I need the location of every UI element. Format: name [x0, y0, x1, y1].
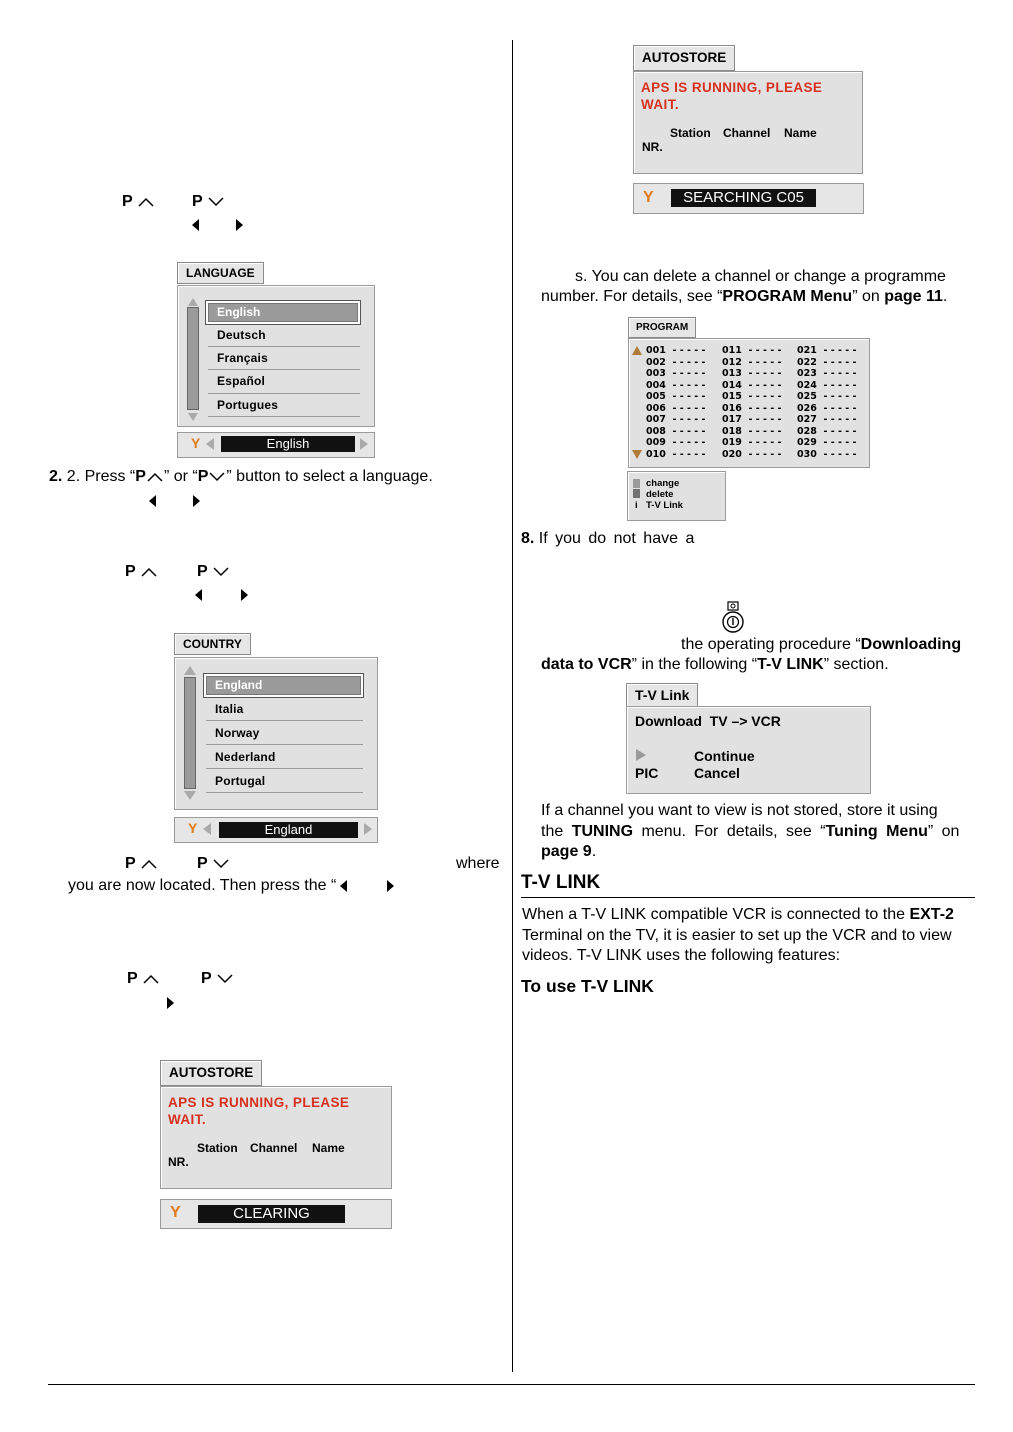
subsection-title: To use T-V LINK: [521, 976, 654, 996]
scroll-down-icon[interactable]: [184, 791, 196, 800]
chevron-down-icon: [208, 471, 226, 483]
language-item-selected[interactable]: English: [208, 303, 358, 322]
chevron-up-icon: [137, 196, 155, 208]
chevron-up-icon: [146, 471, 164, 483]
program-column-3: 021 - - - - - 022 - - - - - 023 - - - - - 024 - - - - - 025 - - - - - 026 - - - - - 027 - - - - - 028 - - - - - 029 - - - - - 030 - - - - -: [797, 345, 857, 460]
aps-message-line1: APS IS RUNNING, PLEASE: [641, 80, 823, 95]
p-down-glyph: P: [201, 970, 234, 988]
status-searching: SEARCHING C05: [671, 189, 816, 207]
wrench-icon: Y: [170, 1204, 181, 1221]
col-name: Name: [784, 126, 817, 140]
section-rule: [521, 897, 975, 898]
aps-message-line2: WAIT.: [168, 1112, 206, 1127]
divider: [206, 744, 363, 745]
program-menu-tab: PROGRAM: [628, 317, 696, 338]
chevron-down-icon: [216, 973, 234, 985]
right-arrow-icon: [193, 492, 200, 510]
section-title: T-V LINK: [521, 872, 601, 893]
wrench-icon: Y: [643, 189, 654, 206]
divider: [206, 768, 363, 769]
bar-left-arrow-icon[interactable]: [203, 823, 211, 835]
chevron-up-icon: [140, 566, 158, 578]
p-up-glyph: P: [125, 855, 158, 873]
language-menu-tab: LANGUAGE: [177, 262, 264, 284]
language-item[interactable]: Français: [217, 351, 268, 365]
scroll-up-icon[interactable]: [188, 298, 198, 306]
divider: [208, 393, 360, 394]
chevron-down-icon: [212, 566, 230, 578]
legend-i: i: [635, 500, 638, 511]
col-station: Station: [197, 1141, 238, 1155]
col-nr: NR.: [168, 1155, 189, 1169]
country-scrollbar[interactable]: [184, 677, 196, 789]
scroll-up-icon[interactable]: [184, 666, 196, 675]
tuning-para-line2: the TUNING menu. For details, see “Tuning Menu” on: [541, 823, 960, 840]
col-channel: Channel: [723, 126, 771, 140]
located-text: you are now located. Then press the “: [68, 876, 394, 896]
chevron-up-icon: [142, 973, 160, 985]
divider: [208, 416, 360, 417]
section-para-line3: videos. T-V LINK uses the following features:: [522, 947, 841, 964]
section-para-line1: When a T-V LINK compatible VCR is connected to the EXT-2: [522, 906, 954, 923]
chevron-down-icon: [207, 196, 225, 208]
left-arrow-icon: [192, 216, 199, 234]
section-para-line2: Terminal on the TV, it is easier to set up the VCR and to view: [522, 927, 952, 944]
p-down-glyph: P: [197, 855, 230, 873]
column-divider: [512, 40, 513, 1372]
tuning-para-line1: If a channel you want to view is not stored, store it using: [541, 802, 938, 819]
left-arrow-icon: [149, 492, 156, 510]
country-item[interactable]: Nederland: [215, 750, 276, 764]
country-item-selected[interactable]: England: [206, 676, 361, 695]
program-para-line2: number. For details, see “PROGRAM Menu” on page 11.: [541, 288, 948, 305]
country-item[interactable]: Norway: [215, 726, 260, 740]
bar-right-arrow-icon[interactable]: [360, 438, 368, 450]
power-button-icon: [719, 601, 747, 633]
divider: [206, 720, 363, 721]
continue-arrow-icon: [636, 749, 646, 761]
legend-tvlink: T-V Link: [646, 500, 683, 511]
step-2-text: 2. 2. Press “P ” or “P ” button to select a language.: [49, 468, 433, 485]
country-value: England: [219, 822, 358, 838]
right-arrow-icon: [241, 586, 248, 604]
divider: [208, 346, 360, 347]
divider: [208, 369, 360, 370]
program-column-1: 001 - - - - - 002 - - - - - 003 - - - - - 004 - - - - - 005 - - - - - 006 - - - - - 007 - - - - - 008 - - - - - 009 - - - - - 010 - - - - -: [646, 345, 706, 460]
scroll-up-icon[interactable]: [632, 346, 642, 355]
p-down-glyph: P: [197, 563, 230, 581]
download-label: Download TV –> VCR: [635, 713, 781, 729]
left-arrow-icon: [195, 586, 202, 604]
step-8-text: 8. If you do not have a: [521, 530, 695, 547]
program-para-line1: s. You can delete a channel or change a programme: [575, 268, 946, 285]
autostore-tab: AUTOSTORE: [633, 45, 735, 71]
cancel-option[interactable]: Cancel: [694, 765, 740, 781]
right-arrow-icon: [236, 216, 243, 234]
col-station: Station: [670, 126, 711, 140]
continue-option[interactable]: Continue: [694, 748, 755, 764]
language-item[interactable]: Español: [217, 374, 266, 388]
tvlink-menu-tab: T-V Link: [626, 683, 698, 707]
p-up-glyph: P: [127, 970, 160, 988]
change-swatch: [633, 479, 640, 488]
delete-swatch: [633, 489, 640, 498]
col-channel: Channel: [250, 1141, 298, 1155]
language-value: English: [221, 436, 355, 452]
wrench-icon: Y: [191, 435, 201, 451]
tuning-para-line3: page 9.: [541, 843, 597, 860]
aps-message-line1: APS IS RUNNING, PLEASE: [168, 1095, 350, 1110]
chevron-up-icon: [140, 858, 158, 870]
procedure-line2: data to VCR” in the following “T-V LINK” section.: [541, 656, 889, 673]
aps-message-line2: WAIT.: [641, 97, 679, 112]
bar-left-arrow-icon[interactable]: [206, 438, 214, 450]
p-up-glyph: P: [122, 193, 155, 211]
language-scrollbar[interactable]: [187, 307, 199, 410]
procedure-line1: the operating procedure “Downloading: [681, 636, 962, 653]
wrench-icon: Y: [188, 820, 198, 836]
where-text: where: [456, 855, 500, 872]
status-clearing: CLEARING: [198, 1205, 345, 1223]
pic-label: PIC: [635, 765, 659, 781]
scroll-down-icon[interactable]: [632, 450, 642, 459]
chevron-down-icon: [212, 858, 230, 870]
language-item[interactable]: Deutsch: [217, 328, 266, 342]
footer-rule: [48, 1384, 975, 1385]
country-menu-tab: COUNTRY: [174, 633, 251, 655]
program-column-2: 011 - - - - - 012 - - - - - 013 - - - - - 014 - - - - - 015 - - - - - 016 - - - - - 017 - - - - - 018 - - - - - 019 - - - - - 020 - - - - -: [722, 345, 782, 460]
col-nr: NR.: [642, 140, 663, 154]
p-down-glyph: P: [192, 193, 225, 211]
legend-delete: delete: [646, 489, 674, 500]
legend-change: change: [646, 478, 680, 489]
divider: [206, 792, 363, 793]
country-item[interactable]: Portugal: [215, 774, 266, 788]
col-name: Name: [312, 1141, 345, 1155]
p-up-glyph: P: [125, 563, 158, 581]
country-item[interactable]: Italia: [215, 702, 244, 716]
bar-right-arrow-icon[interactable]: [364, 823, 372, 835]
right-arrow-icon: [167, 994, 174, 1012]
scroll-down-icon[interactable]: [188, 413, 198, 421]
language-item[interactable]: Portugues: [217, 398, 279, 412]
autostore-tab: AUTOSTORE: [160, 1060, 262, 1086]
